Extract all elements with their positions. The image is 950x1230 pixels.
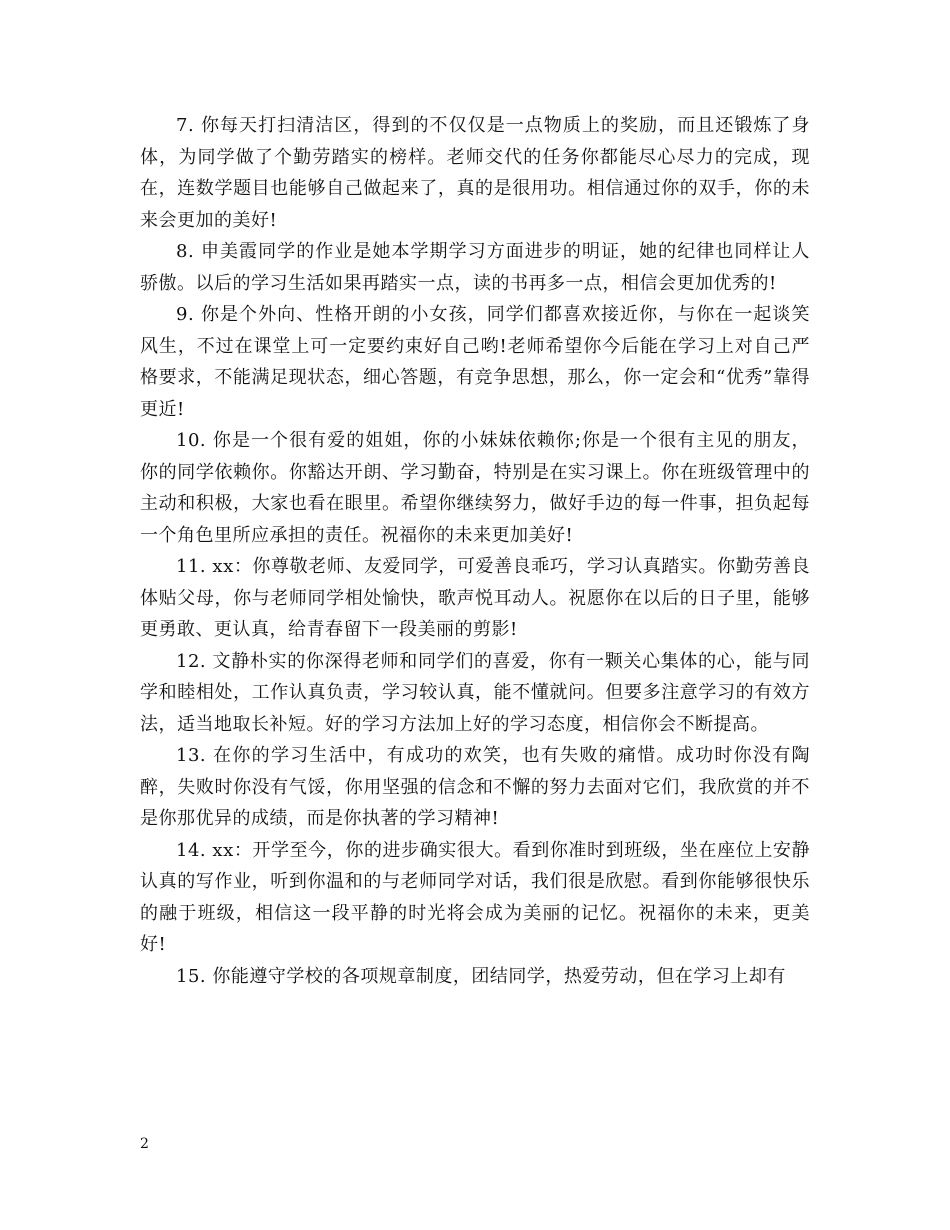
paragraph-10: 10. 你是一个很有爱的姐姐，你的小妹妹依赖你;你是一个很有主见的朋友，你的同学依赖你。你豁达开朗、学习勤奋，特别是在实习课上。你在班级管理中的主动和积极，大家也看在眼里。希望你继续努力，做好手边的每一件事，担负起每一个角色里所应承担的责任。祝福你的未来更加美好! xyxy=(140,430,810,546)
paragraph-8: 8. 申美霞同学的作业是她本学期学习方面进步的明证，她的纪律也同样让人骄傲。以后的学习生活如果再踏实一点，读的书再多一点，相信会更加优秀的! xyxy=(140,241,810,294)
paragraph-11: 11. xx：你尊敬老师、友爱同学，可爱善良乖巧，学习认真踏实。你勤劳善良体贴父母，你与老师同学相处愉快，歌声悦耳动人。祝愿你在以后的日子里，能够更勇敢、更认真，给青春留下一段美丽的剪影! xyxy=(140,556,810,640)
paragraph-12: 12. 文静朴实的你深得老师和同学们的喜爱，你有一颗关心集体的心，能与同学和睦相处，工作认真负责，学习较认真，能不懂就问。但要多注意学习的有效方法，适当地取长补短。好的学习方法加上好的学习态度，相信你会不断提高。 xyxy=(140,650,810,735)
paragraph-15: 15. 你能遵守学校的各项规章制度，团结同学，热爱劳动，但在学习上却有 xyxy=(176,965,786,987)
page-number: 2 xyxy=(140,1136,149,1152)
paragraph-14: 14. xx：开学至今，你的进步确实很大。看到你准时到班级，坐在座位上安静认真的写作业，听到你温和的与老师同学对话，我们很是欣慰。看到你能够很快乐的融于班级，相信这一段平静的时光将会成为美丽的记忆。祝福你的未来，更美好! xyxy=(140,839,810,955)
document-body xyxy=(140,110,810,992)
paragraph-7: 7. 你每天打扫清洁区，得到的不仅仅是一点物质上的奖励，而且还锻炼了身体，为同学做了个勤劳踏实的榜样。老师交代的任务你都能尽心尽力的完成，现在，连数学题目也能够自己做起来了，真的是很用功。相信通过你的双手，你的未来会更加的美好! xyxy=(140,115,810,231)
paragraph-13: 13. 在你的学习生活中，有成功的欢笑，也有失败的痛惜。成功时你没有陶醉，失败时你没有气馁，你用坚强的信念和不懈的努力去面对它们，我欣赏的并不是你那优异的成绩，而是你执著的学习精神! xyxy=(140,745,810,829)
paragraph-9: 9. 你是个外向、性格开朗的小女孩，同学们都喜欢接近你，与你在一起谈笑风生，不过在课堂上可一定要约束好自己哟!老师希望你今后能在学习上对自己严格要求，不能满足现状态，细心答题，有竞争思想，那么，你一定会和“优秀”靠得更近! xyxy=(140,304,810,420)
